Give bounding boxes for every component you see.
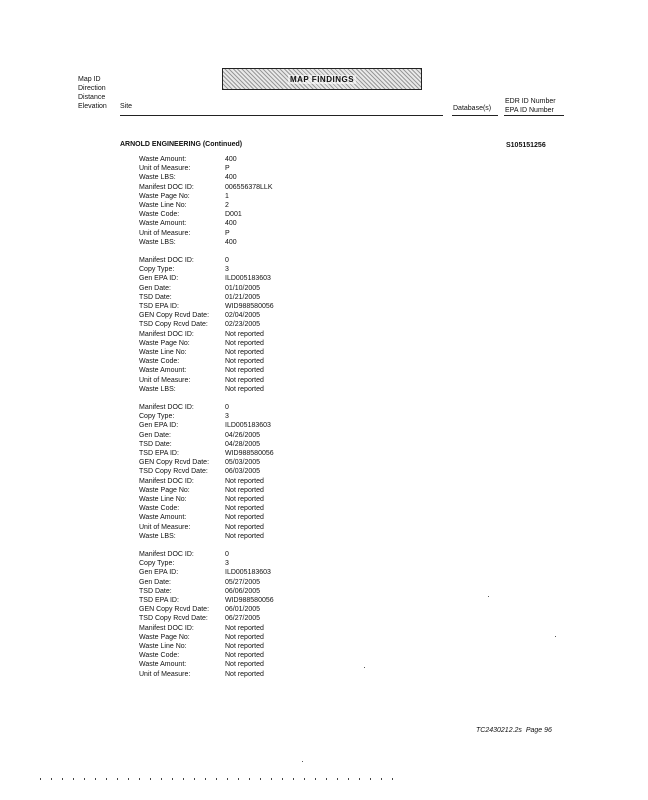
field-label: Gen EPA ID: xyxy=(139,569,179,577)
record-row xyxy=(139,440,274,449)
field-label: TSD EPA ID: xyxy=(139,597,179,604)
record-row xyxy=(139,550,274,559)
field-label: Manifest DOC ID: xyxy=(139,551,194,559)
record-row xyxy=(139,513,274,522)
field-value: Not reported xyxy=(225,385,264,393)
field-label: Manifest DOC ID: xyxy=(139,404,194,412)
record-row xyxy=(139,229,274,238)
scan-speck xyxy=(488,596,489,597)
field-value: ILD005183603 xyxy=(225,422,271,430)
field-value: 06/27/2005 xyxy=(225,615,261,623)
record-row xyxy=(139,670,274,679)
record-row xyxy=(139,385,274,394)
field-value: 400 xyxy=(225,220,237,228)
field-label: Gen Date: xyxy=(139,431,171,439)
field-label: TSD EPA ID: xyxy=(139,303,179,310)
field-value: Not reported xyxy=(225,330,264,338)
field-value: Not reported xyxy=(225,339,264,347)
field-value: Not reported xyxy=(225,486,264,494)
field-label: Waste Amount: xyxy=(139,220,187,228)
record-row xyxy=(139,357,274,366)
field-value: 0 xyxy=(225,551,229,559)
field-label: Copy Type: xyxy=(139,413,175,421)
field-label: Gen Date: xyxy=(139,284,171,292)
field-label: TSD Date: xyxy=(139,440,172,448)
direction-label: Direction xyxy=(78,85,106,92)
field-value: 04/26/2005 xyxy=(225,431,261,439)
record-row xyxy=(139,431,274,440)
field-label: Waste Amount: xyxy=(139,514,187,522)
field-value: Not reported xyxy=(225,376,264,384)
divider xyxy=(452,115,498,116)
id-number-labels xyxy=(505,97,556,115)
field-value: Not reported xyxy=(225,495,264,503)
field-label: Manifest DOC ID: xyxy=(139,257,194,265)
field-label: Waste Page No: xyxy=(139,486,190,494)
record-row xyxy=(139,568,274,577)
record-row xyxy=(139,284,274,293)
record-row xyxy=(139,201,274,210)
facility-id: S105151256 xyxy=(506,142,546,149)
field-value: 04/28/2005 xyxy=(225,440,261,448)
field-value: 0 xyxy=(225,404,229,412)
field-label: Waste Amount: xyxy=(139,367,187,375)
field-label: Manifest DOC ID: xyxy=(139,624,194,632)
group-spacer xyxy=(139,541,274,550)
field-value: Not reported xyxy=(225,477,264,485)
record-row xyxy=(139,183,274,192)
record-row xyxy=(139,651,274,660)
field-label: Manifest DOC ID: xyxy=(139,477,194,485)
field-value: Not reported xyxy=(225,670,264,678)
field-label: Unit of Measure: xyxy=(139,376,191,384)
field-value: Not reported xyxy=(225,358,264,366)
database-label: Database(s) xyxy=(453,105,492,112)
field-value: Not reported xyxy=(225,642,264,650)
record-row xyxy=(139,274,274,283)
manifest-group xyxy=(139,155,274,247)
epa-id-label: EPA ID Number xyxy=(505,107,554,114)
manifest-group xyxy=(139,403,274,541)
scan-speck xyxy=(302,761,303,762)
record-row xyxy=(139,523,274,532)
field-value: Not reported xyxy=(225,661,264,669)
field-label: Gen EPA ID: xyxy=(139,275,179,283)
field-label: Unit of Measure: xyxy=(139,523,191,531)
field-label: Waste Line No: xyxy=(139,495,187,503)
page-number: Page 96 xyxy=(525,727,552,734)
field-value: 006556378LLK xyxy=(225,183,273,191)
field-label: Copy Type: xyxy=(139,266,175,274)
field-label: TSD Copy Rcvd Date: xyxy=(139,321,208,329)
record-row xyxy=(139,339,274,348)
record-row xyxy=(139,173,274,182)
field-label: Waste Code: xyxy=(139,652,180,660)
record-row xyxy=(139,596,274,605)
manifest-group xyxy=(139,256,274,394)
record-row xyxy=(139,477,274,486)
field-label: Waste Page No: xyxy=(139,339,190,347)
record-row xyxy=(139,504,274,513)
field-label: TSD Copy Rcvd Date: xyxy=(139,468,208,476)
record-row xyxy=(139,155,274,164)
field-label: Unit of Measure: xyxy=(139,229,191,237)
field-value: 06/01/2005 xyxy=(225,606,261,614)
map-id-label: Map ID xyxy=(78,76,101,83)
field-label: Waste Amount: xyxy=(139,156,187,163)
field-label: Waste Amount: xyxy=(139,661,187,669)
field-label: GEN Copy Rcvd Date: xyxy=(139,312,210,320)
field-label: Waste Page No: xyxy=(139,192,190,200)
record-row xyxy=(139,403,274,412)
field-value: 2 xyxy=(225,201,229,209)
banner-title: MAP FINDINGS xyxy=(289,74,355,84)
field-label: Gen Date: xyxy=(139,578,171,586)
scan-speck xyxy=(555,636,556,637)
field-value: 400 xyxy=(225,156,237,163)
record-row xyxy=(139,348,274,357)
record-row xyxy=(139,614,274,623)
record-row xyxy=(139,458,274,467)
record-row xyxy=(139,311,274,320)
record-row xyxy=(139,265,274,274)
field-label: Waste Line No: xyxy=(139,348,187,356)
field-value: D001 xyxy=(225,211,242,219)
group-spacer xyxy=(139,394,274,403)
field-label: Manifest DOC ID: xyxy=(139,183,194,191)
header-left-labels xyxy=(78,75,107,111)
field-value: 400 xyxy=(225,238,237,246)
field-value: Not reported xyxy=(225,624,264,632)
record-row xyxy=(139,238,274,247)
field-value: 01/21/2005 xyxy=(225,293,261,301)
record-row xyxy=(139,605,274,614)
field-value: 01/10/2005 xyxy=(225,284,261,292)
record-row xyxy=(139,376,274,385)
record-row xyxy=(139,633,274,642)
field-value: Not reported xyxy=(225,348,264,356)
record-row xyxy=(139,256,274,265)
record-row xyxy=(139,578,274,587)
field-value: Not reported xyxy=(225,652,264,660)
scan-speck xyxy=(364,667,365,668)
field-value: WID988580056 xyxy=(225,597,274,604)
record-row xyxy=(139,624,274,633)
field-label: GEN Copy Rcvd Date: xyxy=(139,606,210,614)
page-footer xyxy=(476,727,552,734)
field-value: 02/04/2005 xyxy=(225,312,261,320)
field-label: Waste Line No: xyxy=(139,642,187,650)
field-value: 3 xyxy=(225,266,229,274)
field-label: Waste Page No: xyxy=(139,633,190,641)
record-row xyxy=(139,164,274,173)
record-row xyxy=(139,495,274,504)
manifest-group xyxy=(139,550,274,679)
field-value: P xyxy=(225,229,230,237)
field-value: ILD005183603 xyxy=(225,569,271,577)
field-label: Waste Code: xyxy=(139,358,180,366)
record-row xyxy=(139,486,274,495)
group-spacer xyxy=(139,247,274,256)
field-label: Manifest DOC ID: xyxy=(139,330,194,338)
document-reference: TC2430212.2s xyxy=(476,727,522,734)
field-label: Gen EPA ID: xyxy=(139,422,179,430)
field-label: Waste LBS: xyxy=(139,174,176,182)
field-label: TSD Date: xyxy=(139,293,172,301)
record-row xyxy=(139,219,274,228)
field-value: P xyxy=(225,165,230,173)
field-value: WID988580056 xyxy=(225,303,274,310)
field-value: 05/03/2005 xyxy=(225,459,261,467)
field-label: Waste LBS: xyxy=(139,238,176,246)
record-row xyxy=(139,642,274,651)
record-row xyxy=(139,559,274,568)
field-value: 400 xyxy=(225,174,237,182)
record-row xyxy=(139,412,274,421)
field-label: Unit of Measure: xyxy=(139,670,191,678)
field-value: Not reported xyxy=(225,532,264,540)
field-value: 06/03/2005 xyxy=(225,468,261,476)
field-label: Copy Type: xyxy=(139,560,175,568)
field-value: 0 xyxy=(225,257,229,265)
field-value: Not reported xyxy=(225,633,264,641)
scan-artifact-dots xyxy=(40,778,400,780)
field-value: 1 xyxy=(225,192,229,200)
record-row xyxy=(139,660,274,669)
site-label: Site xyxy=(120,103,133,110)
field-value: ILD005183603 xyxy=(225,275,271,283)
facility-name: ARNOLD ENGINEERING (Continued) xyxy=(120,141,243,148)
field-value: 02/23/2005 xyxy=(225,321,261,329)
field-value: WID988580056 xyxy=(225,450,274,457)
divider xyxy=(120,115,443,116)
field-label: Waste LBS: xyxy=(139,385,176,393)
field-label: Waste Line No: xyxy=(139,201,187,209)
field-value: 3 xyxy=(225,560,229,568)
record-row xyxy=(139,366,274,375)
record-row xyxy=(139,293,274,302)
field-label: TSD EPA ID: xyxy=(139,450,179,457)
record-row xyxy=(139,467,274,476)
manifest-records xyxy=(139,155,274,679)
field-label: TSD Date: xyxy=(139,587,172,595)
field-value: 05/27/2005 xyxy=(225,578,261,586)
record-row xyxy=(139,449,274,458)
record-row xyxy=(139,320,274,329)
field-value: Not reported xyxy=(225,514,264,522)
field-label: Unit of Measure: xyxy=(139,165,191,173)
elevation-label: Elevation xyxy=(78,103,107,110)
divider xyxy=(504,115,564,116)
record-row xyxy=(139,192,274,201)
record-row xyxy=(139,587,274,596)
field-label: Waste Code: xyxy=(139,505,180,513)
record-row xyxy=(139,532,274,541)
field-label: TSD Copy Rcvd Date: xyxy=(139,615,208,623)
record-row xyxy=(139,330,274,339)
field-value: Not reported xyxy=(225,523,264,531)
record-row xyxy=(139,210,274,219)
field-label: Waste Code: xyxy=(139,211,180,219)
record-row xyxy=(139,421,274,430)
edr-id-label: EDR ID Number xyxy=(505,98,556,105)
field-value: 3 xyxy=(225,413,229,421)
distance-label: Distance xyxy=(78,94,106,101)
field-value: Not reported xyxy=(225,367,264,375)
field-label: Waste LBS: xyxy=(139,532,176,540)
map-findings-banner xyxy=(222,68,422,90)
field-value: 06/06/2005 xyxy=(225,587,261,595)
field-label: GEN Copy Rcvd Date: xyxy=(139,459,210,467)
record-row xyxy=(139,302,274,311)
field-value: Not reported xyxy=(225,505,264,513)
